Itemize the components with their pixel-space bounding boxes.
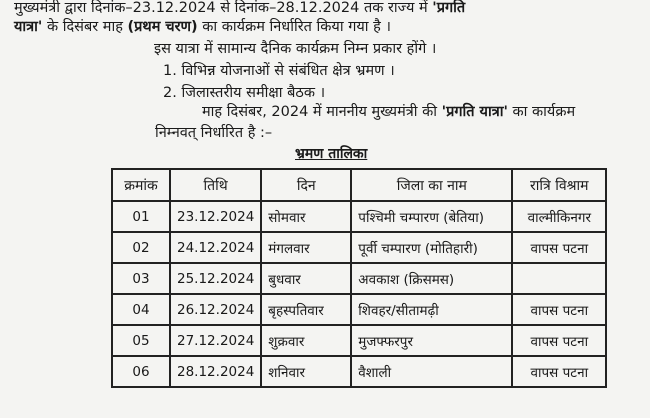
intro-line-4	[202, 103, 575, 121]
cell-date: 23.12.2024	[170, 201, 261, 232]
cell-night-stay: वापस पटना	[512, 232, 606, 263]
cell-district: पश्चिमी चम्पारण (बेतिया)	[351, 201, 512, 232]
cell-day: सोमवार	[261, 201, 351, 232]
cell-day: शुक्रवार	[261, 325, 351, 356]
cell-district: शिवहर/सीतामढ़ी	[351, 294, 512, 325]
table-title: भ्रमण तालिका	[295, 146, 368, 162]
schedule-table	[111, 168, 607, 388]
cell-day: बुधवार	[261, 263, 351, 294]
intro-text: का कार्यक्रम निर्धारित किया गया है ।	[197, 19, 391, 35]
intro-bold-text: यात्रा'	[14, 19, 43, 35]
cell-district: पूर्वी चम्पारण (मोतिहारी)	[351, 232, 512, 263]
intro-bold-text: 'प्रगति	[432, 0, 466, 16]
header-night-stay: रात्रि विश्राम	[512, 169, 606, 201]
header-district: जिला का नाम	[351, 169, 512, 201]
cell-night-stay: वापस पटना	[512, 356, 606, 387]
cell-date: 25.12.2024	[170, 263, 261, 294]
cell-day: शनिवार	[261, 356, 351, 387]
intro-line-5: निम्नवत् निर्धारित है :–	[155, 125, 273, 141]
header-serial: क्रमांक	[112, 169, 170, 201]
table-row	[112, 356, 606, 387]
table-row	[112, 201, 606, 232]
cell-serial: 01	[112, 201, 170, 232]
header-date: तिथि	[170, 169, 261, 201]
cell-serial: 04	[112, 294, 170, 325]
cell-district: अवकाश (क्रिसमस)	[351, 263, 512, 294]
list-item-2: 2. जिलास्तरीय समीक्षा बैठक ।	[163, 85, 326, 101]
cell-day: मंगलवार	[261, 232, 351, 263]
cell-serial: 02	[112, 232, 170, 263]
cell-night-stay	[512, 263, 606, 294]
intro-text: मुख्यमंत्री द्वारा दिनांक–23.12.2024 से दिनांक–28.12.2024 तक राज्य में	[14, 0, 433, 16]
cell-district: मुजफ्फरपुर	[351, 325, 512, 356]
cell-night-stay: वाल्मीकिनगर	[512, 201, 606, 232]
table-row	[112, 263, 606, 294]
cell-date: 28.12.2024	[170, 356, 261, 387]
cell-district: वैशाली	[351, 356, 512, 387]
intro-bold-text: (प्रथम चरण)	[127, 19, 198, 35]
cell-date: 26.12.2024	[170, 294, 261, 325]
intro-line-1	[14, 0, 465, 17]
intro-text: माह दिसंबर, 2024 में माननीय मुख्यमंत्री की	[202, 104, 442, 120]
cell-serial: 06	[112, 356, 170, 387]
cell-serial: 03	[112, 263, 170, 294]
table-header-row	[112, 169, 606, 201]
intro-text: का कार्यक्रम	[507, 104, 576, 120]
cell-serial: 05	[112, 325, 170, 356]
cell-date: 24.12.2024	[170, 232, 261, 263]
cell-night-stay: वापस पटना	[512, 294, 606, 325]
header-day: दिन	[261, 169, 351, 201]
table-row	[112, 325, 606, 356]
cell-day: बृहस्पतिवार	[261, 294, 351, 325]
intro-line-3: इस यात्रा में सामान्य दैनिक कार्यक्रम निम्न प्रकार होंगे ।	[154, 41, 437, 57]
table-row	[112, 232, 606, 263]
list-item-1: 1. विभिन्न योजनाओं से संबंधित क्षेत्र भ्रमण ।	[163, 63, 395, 79]
intro-bold-text: 'प्रगति यात्रा'	[441, 104, 508, 120]
cell-date: 27.12.2024	[170, 325, 261, 356]
intro-line-2	[14, 18, 391, 36]
intro-text: के दिसंबर माह	[42, 19, 128, 35]
cell-night-stay: वापस पटना	[512, 325, 606, 356]
table-row	[112, 294, 606, 325]
